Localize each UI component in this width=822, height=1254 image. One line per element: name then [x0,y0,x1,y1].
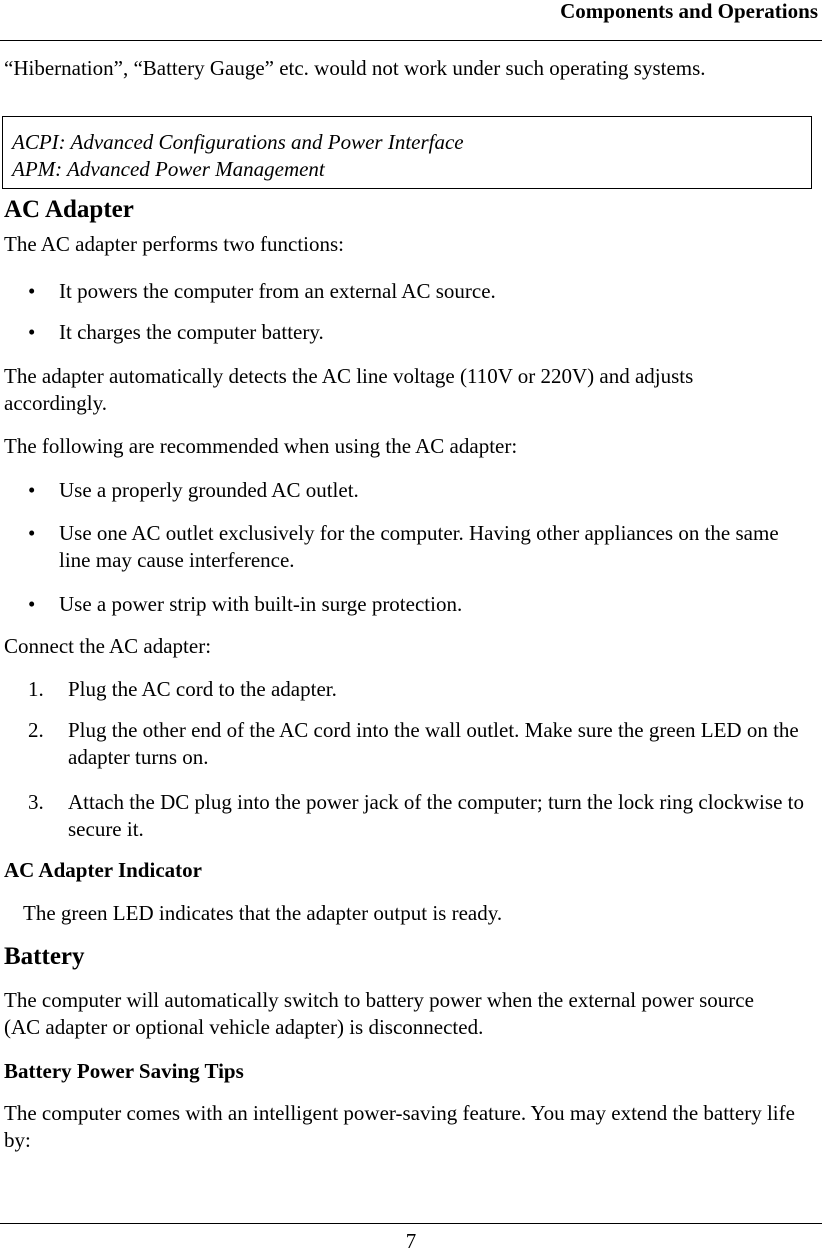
bullet-item [28,477,818,504]
recommend-intro: The following are recommended when using the AC adapter: [4,434,518,458]
page-number: 7 [405,1229,417,1253]
step-number: 3. [28,790,44,814]
connect-intro: Connect the AC adapter: [4,634,212,658]
bullet-item [28,591,818,618]
heading-adapter-indicator: AC Adapter Indicator [4,858,202,882]
bullet-text: Use a power strip with built-in surge protection. [59,592,463,616]
bullet-text: It powers the computer from an external AC source. [59,279,496,303]
bullet-text: It charges the computer battery. [59,320,324,344]
bullet-symbol: • [28,521,36,545]
step-text: Plug the AC cord to the adapter. [68,677,337,701]
numbered-step [28,676,820,703]
step-number: 1. [28,677,44,701]
footer-rule [0,1223,822,1224]
bullet-symbol: • [28,279,36,303]
bullet-text: Use one AC outlet exclusively for the computer. Having other appliances on the same line may cause interference. [59,521,779,572]
step-text: Attach the DC plug into the power jack of the computer; turn the lock ring clockwise to secure it. [68,790,804,841]
battery-paragraph: The computer will automatically switch to battery power when the external power source (AC adapter or optional vehicle adapter) is disconnected. [4,988,754,1039]
bullet-item [28,319,818,346]
bullet-symbol: • [28,478,36,502]
step-number: 2. [28,718,44,742]
step-text: Plug the other end of the AC cord into the wall outlet. Make sure the green LED on the adapter turns on. [68,718,799,769]
running-header: Components and Operations [560,0,818,23]
acronym-note-box [2,116,812,189]
bullet-text: Use a properly grounded AC outlet. [59,478,359,502]
voltage-paragraph: The adapter automatically detects the AC line voltage (110V or 220V) and adjusts accordingly. [4,364,694,415]
note-apm: APM: Advanced Power Management [12,157,325,181]
bullet-item [28,520,808,574]
intro-paragraph: “Hibernation”, “Battery Gauge” etc. would not work under such operating systems. [4,56,706,80]
functions-intro: The AC adapter performs two functions: [4,232,344,256]
indicator-paragraph: The green LED indicates that the adapter output is ready. [23,901,503,925]
saving-tips-paragraph: The computer comes with an intelligent power-saving feature. You may extend the battery life by: [4,1101,795,1152]
note-acpi: ACPI: Advanced Configurations and Power Interface [12,130,464,154]
numbered-step [28,717,820,771]
heading-battery-saving-tips: Battery Power Saving Tips [4,1059,244,1083]
bullet-item [28,278,818,305]
header-rule [0,40,822,41]
heading-battery: Battery [4,943,85,970]
heading-ac-adapter: AC Adapter [4,196,134,223]
bullet-symbol: • [28,320,36,344]
bullet-symbol: • [28,592,36,616]
numbered-step [28,789,820,843]
